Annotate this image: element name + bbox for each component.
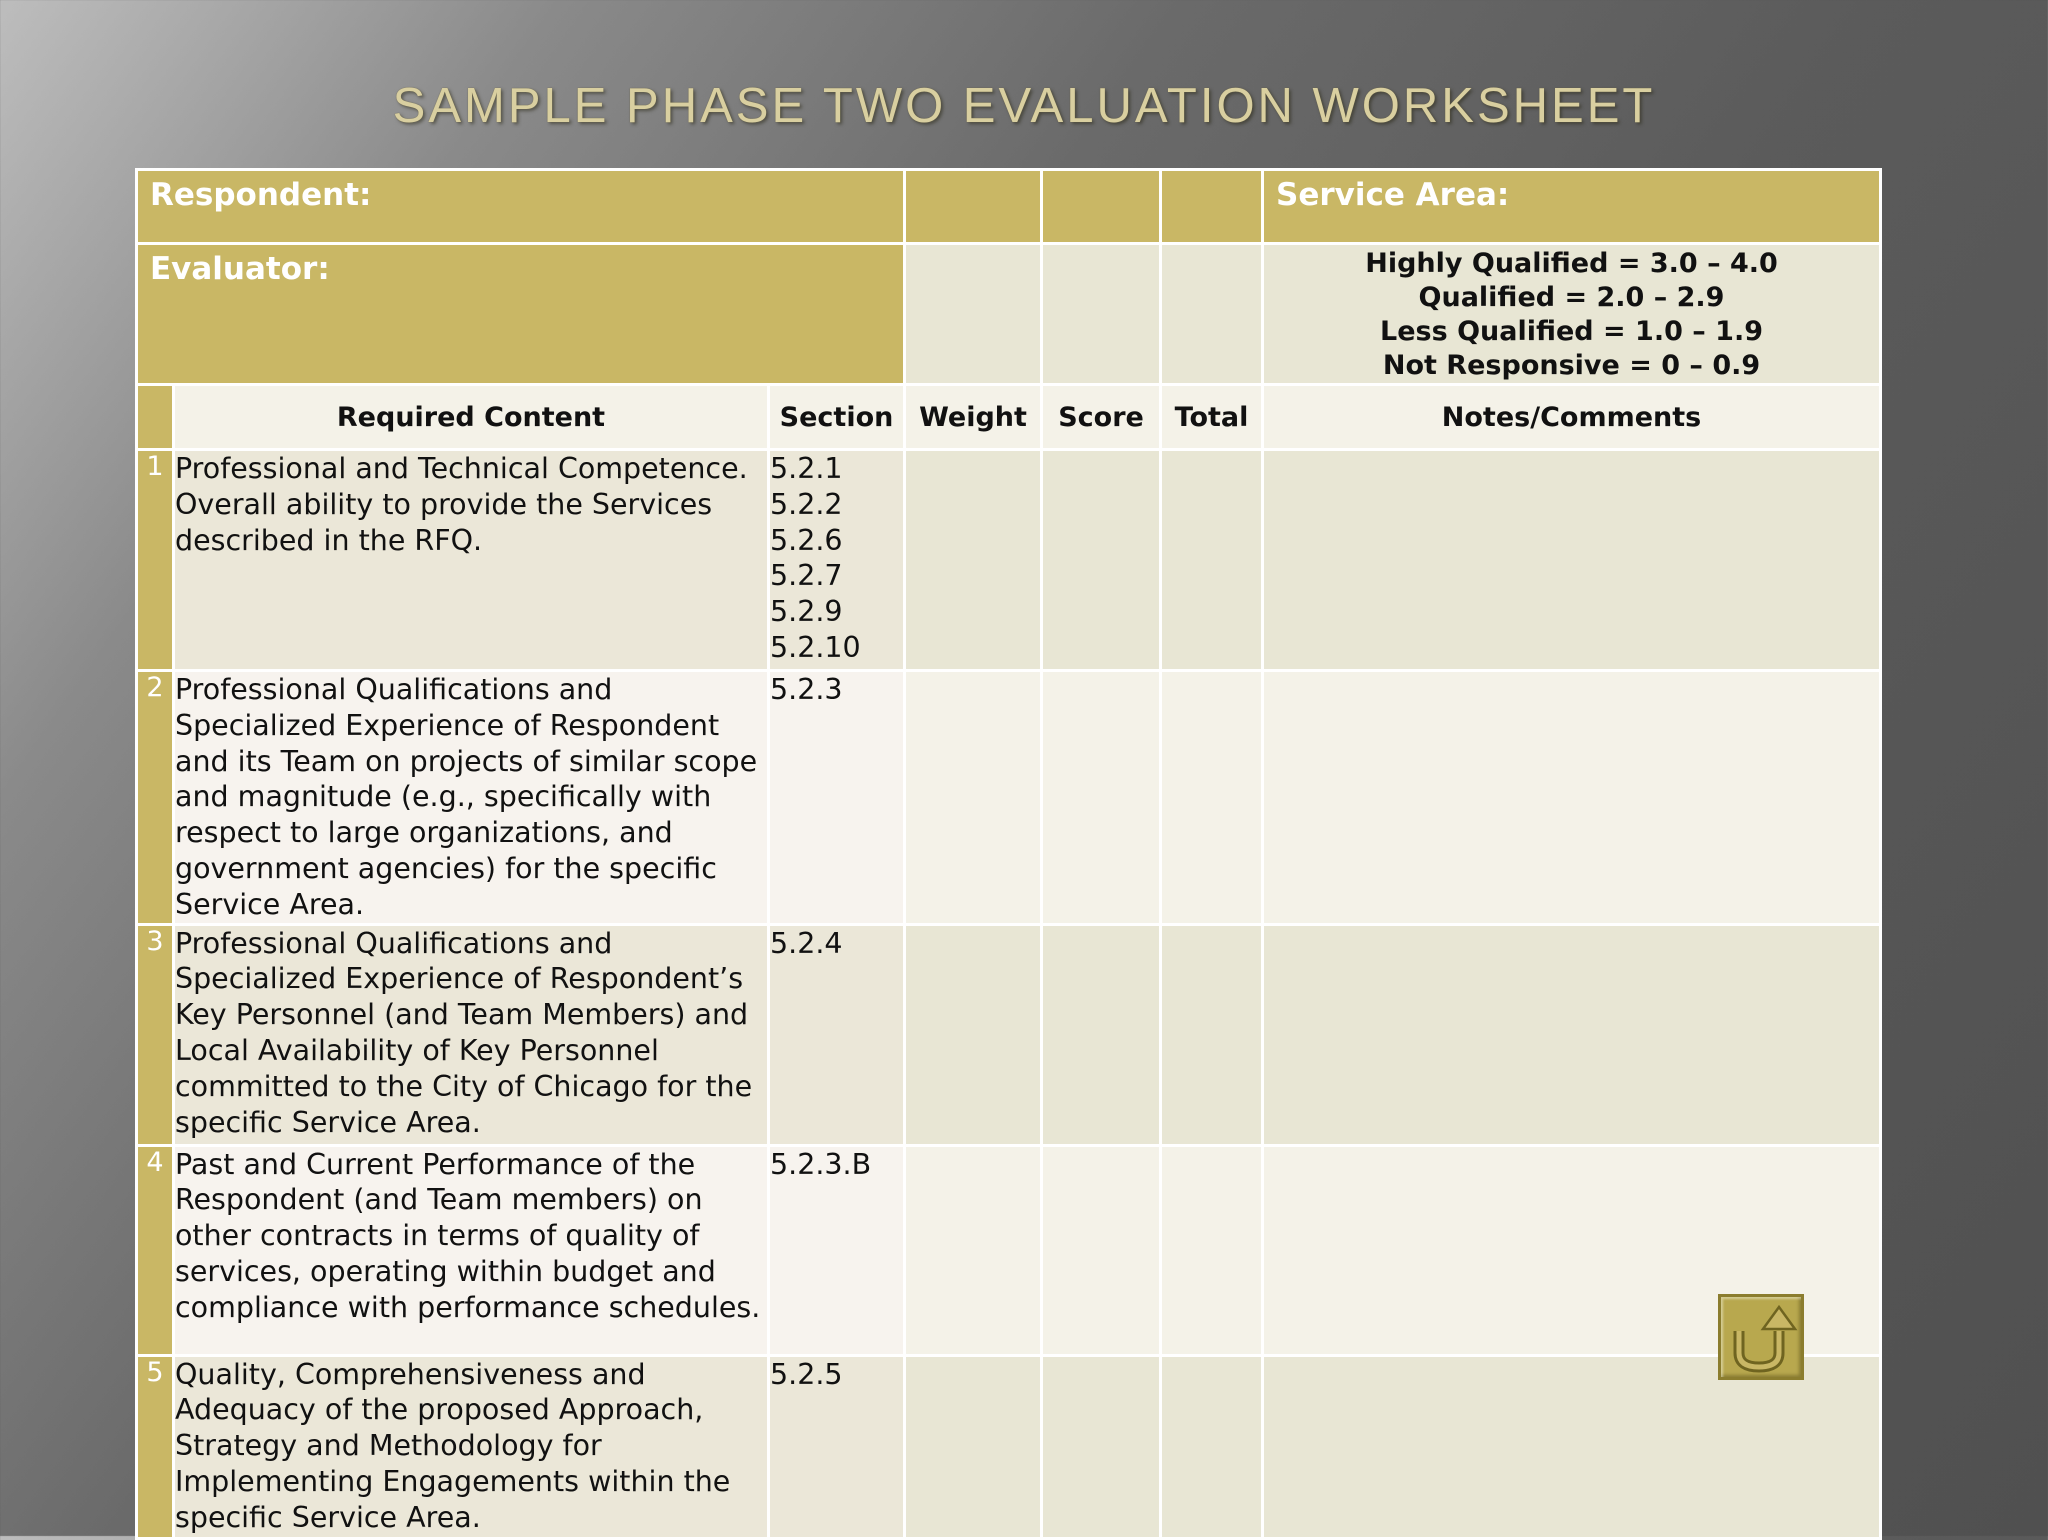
row-number: 5 xyxy=(137,1355,174,1538)
section-ref: 5.2.3 xyxy=(770,673,843,706)
header-blank-cell xyxy=(1042,244,1161,385)
total-cell[interactable] xyxy=(1161,1355,1263,1538)
score-cell[interactable] xyxy=(1042,1355,1161,1538)
scale-qualified: Qualified = 2.0 – 2.9 xyxy=(1418,282,1725,313)
scale-not-responsive: Not Responsive = 0 – 0.9 xyxy=(1382,350,1761,381)
section-ref: 5.2.5 xyxy=(770,1357,843,1391)
section-ref: 5.2.3.B xyxy=(770,1147,872,1181)
notes-cell[interactable] xyxy=(1263,924,1881,1145)
total-cell[interactable] xyxy=(1161,1145,1263,1355)
weight-cell[interactable] xyxy=(905,450,1042,671)
required-content-cell: Quality, Comprehensiveness and Adequacy of the proposed Approach, Strategy and Methodology for Implementing Engagements within the specific Service Area. xyxy=(174,1355,769,1538)
return-button[interactable] xyxy=(1718,1294,1804,1380)
weight-cell[interactable] xyxy=(905,1145,1042,1355)
section-cell xyxy=(769,671,905,925)
table-row xyxy=(137,1145,1881,1355)
total-header: Total xyxy=(1161,385,1263,450)
header-blank-cell xyxy=(905,244,1042,385)
rating-scale xyxy=(1263,244,1881,385)
section-ref: 5.2.1 xyxy=(770,452,843,485)
section-cell xyxy=(769,1145,905,1355)
table-row xyxy=(137,924,1881,1145)
row-number: 4 xyxy=(137,1145,174,1355)
header-blank-cell xyxy=(905,170,1042,244)
score-header: Score xyxy=(1042,385,1161,450)
total-cell[interactable] xyxy=(1161,671,1263,925)
section-ref: 5.2.4 xyxy=(770,926,843,960)
row-number: 3 xyxy=(137,924,174,1145)
respondent-row xyxy=(137,170,1881,244)
notes-cell[interactable] xyxy=(1263,1355,1881,1538)
required-content-cell: Professional Qualifications and Specialized Experience of Respondent’s Key Personnel (and Team Members) and Local Availability of Key Personnel committed to the City of Chicago for the specific Service Area. xyxy=(174,924,769,1145)
notes-cell[interactable] xyxy=(1263,450,1881,671)
score-cell[interactable] xyxy=(1042,671,1161,925)
notes-cell[interactable] xyxy=(1263,671,1881,925)
weight-cell[interactable] xyxy=(905,924,1042,1145)
section-cell xyxy=(769,924,905,1145)
row-number: 1 xyxy=(137,450,174,671)
section-cell xyxy=(769,1355,905,1538)
section-cell xyxy=(769,450,905,671)
score-cell[interactable] xyxy=(1042,924,1161,1145)
service-area-label: Service Area: xyxy=(1276,177,1510,213)
slide-title: SAMPLE PHASE TWO EVALUATION WORKSHEET xyxy=(392,79,1656,133)
evaluation-worksheet-table xyxy=(135,168,1882,1540)
table-row xyxy=(137,1355,1881,1538)
section-ref: 5.2.10 xyxy=(770,630,861,664)
score-cell[interactable] xyxy=(1042,1145,1161,1355)
respondent-field[interactable] xyxy=(137,170,905,244)
header-blank-cell xyxy=(1161,170,1263,244)
number-column-header xyxy=(137,385,174,450)
required-content-cell: Professional Qualifications and Specialized Experience of Respondent and its Team on projects of similar scope and magnitude (e.g., specifically with respect to large organizations, and government agencies) for the specific Service Area. xyxy=(174,671,769,925)
section-ref: 5.2.2 xyxy=(770,487,843,521)
total-cell[interactable] xyxy=(1161,924,1263,1145)
table-row xyxy=(137,671,1881,925)
section-header: Section xyxy=(769,385,905,450)
row-number: 2 xyxy=(137,671,174,925)
section-ref: 5.2.6 xyxy=(770,523,843,557)
section-ref: 5.2.7 xyxy=(770,559,843,593)
notes-header: Notes/Comments xyxy=(1263,385,1881,450)
score-cell[interactable] xyxy=(1042,450,1161,671)
required-content-cell: Past and Current Performance of the Respondent (and Team members) on other contracts in terms of quality of services, operating within budget and compliance with performance schedules. xyxy=(174,1145,769,1355)
section-ref: 5.2.9 xyxy=(770,595,843,629)
total-cell[interactable] xyxy=(1161,450,1263,671)
header-blank-cell xyxy=(1042,170,1161,244)
required-content-cell: Professional and Technical Competence. Overall ability to provide the Services described in the RFQ. xyxy=(174,450,769,671)
weight-header: Weight xyxy=(905,385,1042,450)
weight-cell[interactable] xyxy=(905,671,1042,925)
required-content-header: Required Content xyxy=(174,385,769,450)
evaluator-label: Evaluator: xyxy=(150,251,330,287)
evaluator-row xyxy=(137,244,1881,385)
header-blank-cell xyxy=(1161,244,1263,385)
return-arrow-icon xyxy=(1721,1297,1801,1377)
column-header-row xyxy=(137,385,1881,450)
scale-highly-qualified: Highly Qualified = 3.0 – 4.0 xyxy=(1365,248,1778,279)
weight-cell[interactable] xyxy=(905,1355,1042,1538)
scale-less-qualified: Less Qualified = 1.0 – 1.9 xyxy=(1380,316,1764,347)
service-area-field[interactable] xyxy=(1263,170,1881,244)
evaluator-field[interactable] xyxy=(137,244,905,385)
table-row xyxy=(137,450,1881,671)
respondent-label: Respondent: xyxy=(150,177,372,213)
